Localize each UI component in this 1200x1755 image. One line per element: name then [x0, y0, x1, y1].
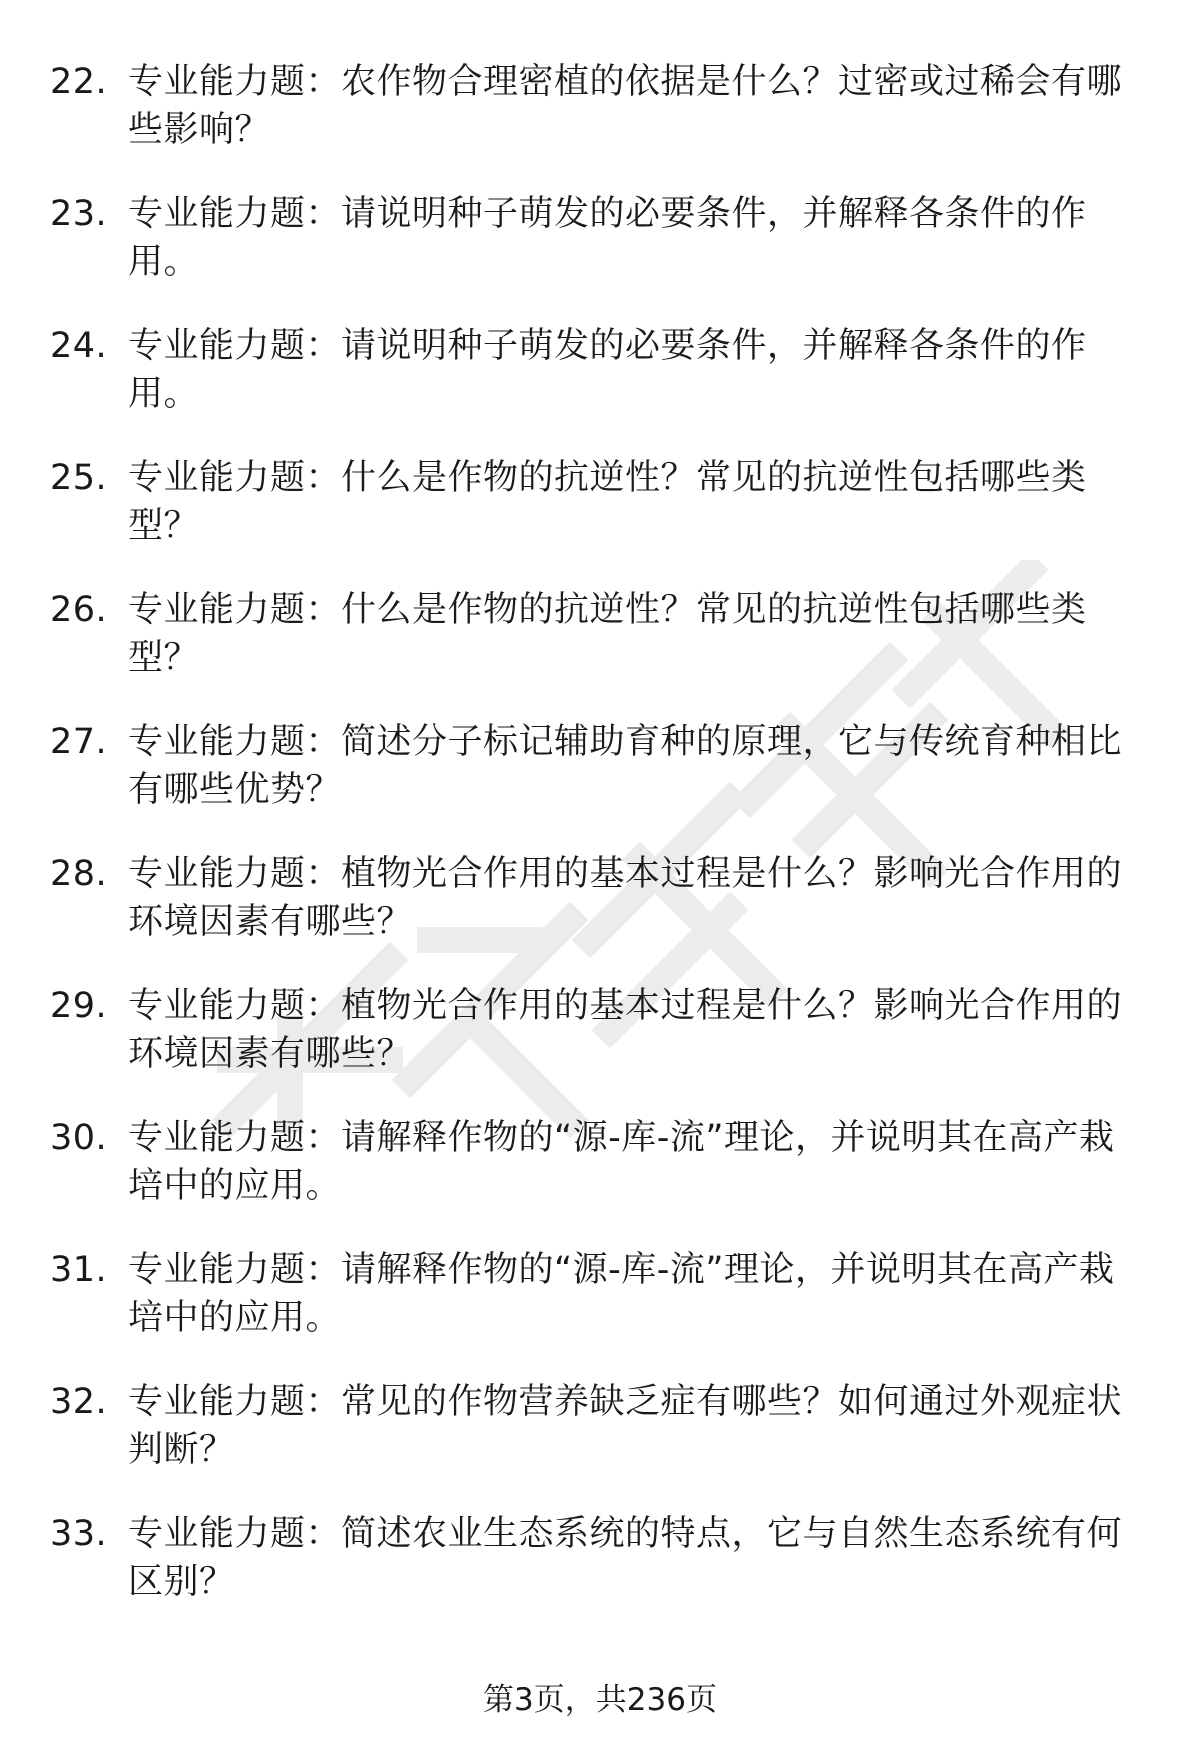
question-text: 专业能力题：请说明种子萌发的必要条件，并解释各条件的作用。: [128, 326, 1087, 414]
question-item-30: [50, 1114, 1150, 1210]
question-text: 专业能力题：常见的作物营养缺乏症有哪些？如何通过外观症状判断？: [128, 1382, 1123, 1470]
question-number: 22.: [50, 62, 108, 102]
question-text: 专业能力题：植物光合作用的基本过程是什么？影响光合作用的环境因素有哪些？: [128, 854, 1123, 942]
question-item-23: [50, 190, 1150, 286]
question-text: 专业能力题：请解释作物的“源-库-流”理论，并说明其在高产栽培中的应用。: [128, 1118, 1115, 1206]
question-number: 25.: [50, 458, 108, 498]
question-item-26: [50, 586, 1150, 682]
question-number: 27.: [50, 722, 108, 762]
question-number: 33.: [50, 1514, 108, 1554]
question-number: 30.: [50, 1118, 108, 1158]
question-item-27: [50, 718, 1150, 814]
question-text: 专业能力题：请说明种子萌发的必要条件，并解释各条件的作用。: [128, 194, 1087, 282]
question-item-25: [50, 454, 1150, 550]
question-text: 专业能力题：简述农业生态系统的特点，它与自然生态系统有何区别？: [128, 1514, 1123, 1602]
page-number-footer: 第3页，共236页: [483, 1682, 717, 1718]
question-item-31: [50, 1246, 1150, 1342]
question-text: 专业能力题：简述分子标记辅助育种的原理，它与传统育种相比有哪些优势？: [128, 722, 1123, 810]
question-number: 28.: [50, 854, 108, 894]
question-text: 专业能力题：植物光合作用的基本过程是什么？影响光合作用的环境因素有哪些？: [128, 986, 1123, 1074]
question-item-24: [50, 322, 1150, 418]
question-item-28: [50, 850, 1150, 946]
question-item-33: [50, 1510, 1150, 1606]
question-number: 29.: [50, 986, 108, 1026]
question-text: 专业能力题：农作物合理密植的依据是什么？过密或过稀会有哪些影响？: [128, 62, 1123, 150]
question-item-22: [50, 58, 1150, 154]
question-number: 32.: [50, 1382, 108, 1422]
question-text: 专业能力题：什么是作物的抗逆性？常见的抗逆性包括哪些类型？: [128, 458, 1087, 546]
question-text: 专业能力题：请解释作物的“源-库-流”理论，并说明其在高产栽培中的应用。: [128, 1250, 1115, 1338]
question-item-29: [50, 982, 1150, 1078]
question-number: 31.: [50, 1250, 108, 1290]
question-item-32: [50, 1378, 1150, 1474]
question-number: 23.: [50, 194, 108, 234]
question-text: 专业能力题：什么是作物的抗逆性？常见的抗逆性包括哪些类型？: [128, 590, 1087, 678]
question-list: [50, 58, 1150, 1642]
question-number: 24.: [50, 326, 108, 366]
question-number: 26.: [50, 590, 108, 630]
